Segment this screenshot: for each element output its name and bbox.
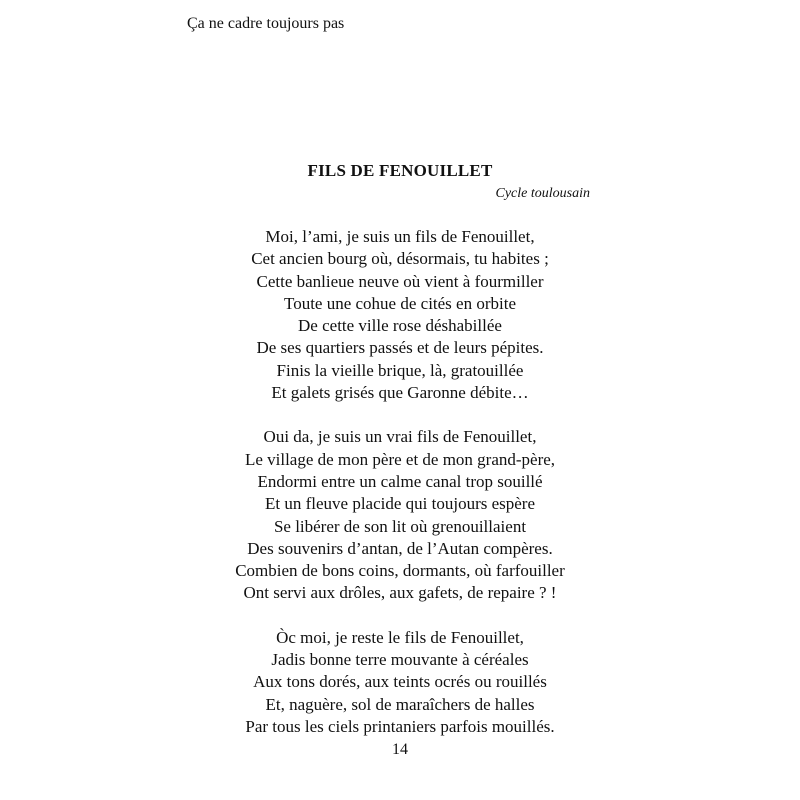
verse-line: Le village de mon père et de mon grand-père, [244,449,556,469]
verse-line: Cette banlieue neuve où vient à fourmiller [256,271,544,291]
verse-line: Moi, l’ami, je suis un fils de Fenouillet, [265,227,535,246]
verse-line: Et un fleuve placide qui toujours espère [264,494,536,514]
verse-line: Òc moi, je reste le fils de Fenouillet, [276,627,524,647]
verse-line: Et galets grisés que Garonne débite… [271,383,529,403]
verse-line: Jadis bonne terre mouvante à céréales [271,650,529,670]
verse-line: Oui da, je suis un vrai fils de Fenouillet, [263,427,537,447]
verse-line: Finis la vieille brique, là, gratouillée [276,360,524,380]
verse-line: Endormi entre un calme canal trop souillé [257,471,543,491]
verse-line: Combien de bons coins, dormants, où farfouiller [235,561,565,581]
verse-line: Cet ancien bourg où, désormais, tu habites ; [251,249,549,269]
running-header: Ça ne cadre toujours pas [187,15,345,32]
stanza-2 [0,426,800,604]
verse-line: Des souvenirs d’antan, de l’Autan compères. [247,538,553,558]
verse-line: De ses quartiers passés et de leurs pépites. [256,338,544,358]
verse-line: Et, naguère, sol de maraîchers de halles [265,694,535,714]
verse-line: Par tous les ciels printaniers parfois mouillés. [245,716,555,736]
poem-body [0,226,800,760]
poem-subtitle: Cycle toulousain [495,186,590,201]
stanza-1 [0,226,800,404]
verse-line: Ont servi aux drôles, aux gafets, de repaire ? ! [243,583,557,603]
page-number: 14 [392,741,408,758]
verse-line: Toute une cohue de cités en orbite [284,293,516,313]
verse-line: Se libérer de son lit où grenouillaient [273,516,527,536]
stanza-3 [0,627,800,738]
verse-line: Aux tons dorés, aux teints ocrés ou rouillés [253,672,547,692]
verse-line: De cette ville rose déshabillée [298,316,502,336]
poem-title: FILS DE FENOUILLET [307,161,493,180]
